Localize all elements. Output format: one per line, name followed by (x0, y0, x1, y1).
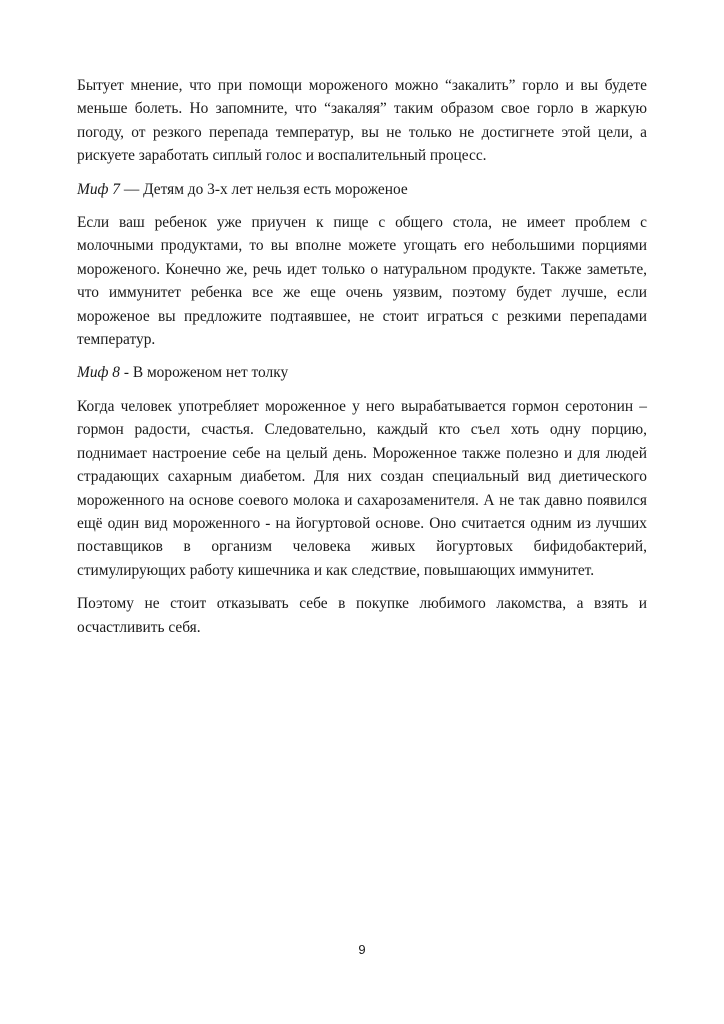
myth-8-label: Миф 8 (77, 364, 120, 382)
myth-7-label: Миф 7 (77, 180, 120, 198)
document-page (77, 74, 647, 649)
myth-7-title: Детям до 3-х лет нельзя есть мороженое (143, 180, 408, 198)
myth-8-title: В мороженом нет толку (132, 364, 289, 382)
paragraph-children-myth: Если ваш ребенок уже приучен к пище с общего стола, не имеет проблем с молочными продуктами, то вы вполне можете угощать его небольшими порциями мороженого. Конечно же, речь идет только о натуральном продукте. Также заметьте, что иммунитет ребенка все же еще очень уязвим, поэтому будет лучше, если мороженое вы предложите подтаявшее, не стоит играться с резкими перепадами температур. (77, 214, 647, 349)
paragraph-serotonin: Когда человек употребляет мороженное у него вырабатывается гормон серотонин – гормон радости, счастья. Следовательно, каждый кто съел хоть одну порцию, поднимает настроение себе на целый день. Мороженное также полезно и для людей страдающих сахарным диабетом. Для них создан специальный вид диетического мороженного на основе соевого молока и сахарозаменителя. А не так давно появился ещё один вид мороженного - на йогуртовой основе. Оно считается одним из лучших поставщиков в организм человека живых йогуртовых бифидобактерий, стимулирующих работу кишечника и как следствие, повышающих иммунитет. (77, 397, 647, 579)
paragraph-hardening-myth: Бытует мнение, что при помощи мороженого можно “закалить” горло и вы будете меньше болеть. Но запомните, что “закаляя” таким образом свое горло в жаркую погоду, от резкого перепада температур, вы не только не достигнете этой цели, а рискуете заработать сиплый голос и воспалительный процесс. (77, 77, 647, 165)
myth-7-separator: — (120, 180, 144, 198)
paragraph-conclusion: Поэтому не стоит отказывать себе в покупке любимого лакомства, а взять и осчастливить себя. (77, 595, 647, 636)
page-number: 9 (358, 942, 366, 957)
myth-8-heading (77, 361, 647, 384)
myth-8-separator: - (120, 364, 133, 382)
myth-7-heading (77, 178, 647, 201)
